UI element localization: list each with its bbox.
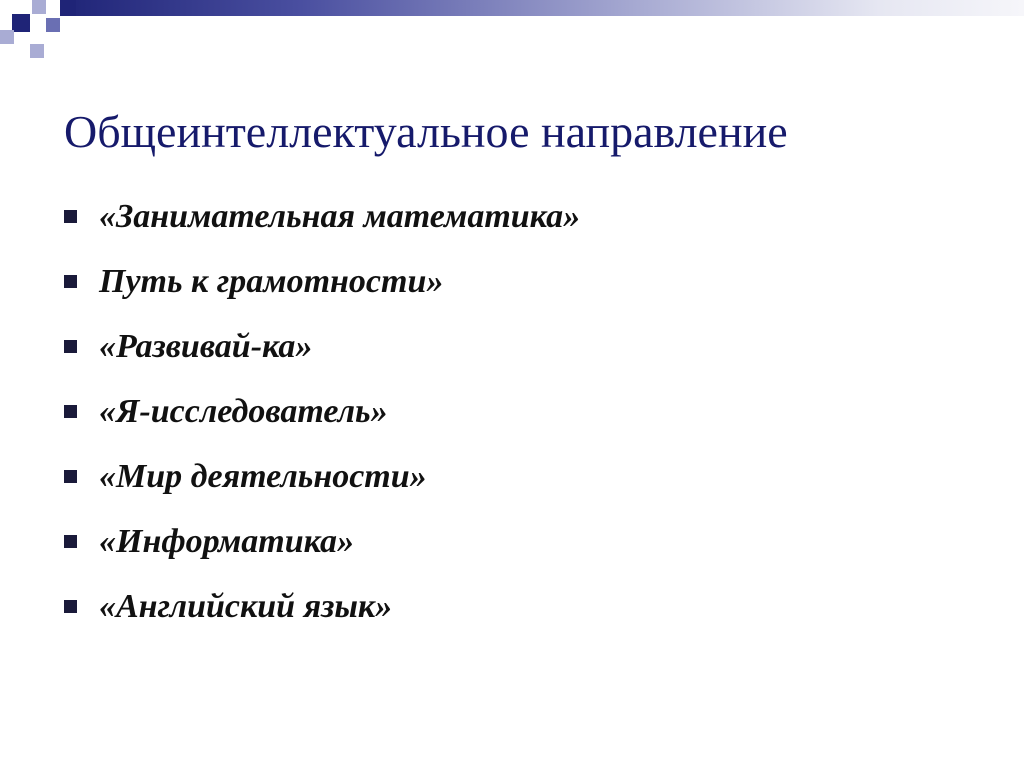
square-bullet-icon (64, 600, 77, 613)
square-bullet-icon (64, 275, 77, 288)
list-item-label: «Развивай-ка» (99, 327, 313, 365)
list-item-label: «Английский язык» (99, 587, 393, 625)
square-bullet-icon (64, 535, 77, 548)
list-item (64, 444, 1004, 509)
square-bullet-icon (64, 210, 77, 223)
list-item (64, 574, 1004, 639)
decorative-square (0, 30, 14, 44)
list-item (64, 509, 1004, 574)
square-bullet-icon (64, 340, 77, 353)
decorative-square (30, 44, 44, 58)
list-item (64, 379, 1004, 444)
list-item-label: «Занимательная математика» (99, 197, 581, 235)
header-gradient-band (60, 0, 1024, 16)
decorative-square (32, 0, 46, 14)
list-item-label: Путь к грамотности» (99, 262, 444, 300)
square-bullet-icon (64, 405, 77, 418)
decorative-square (46, 18, 60, 32)
list-item (64, 314, 1004, 379)
list-item-label: «Я-исследователь» (99, 392, 388, 430)
square-bullet-icon (64, 470, 77, 483)
slide-title: Общеинтеллектуальное направление (64, 106, 788, 157)
decorative-square (60, 0, 76, 16)
bullet-list (64, 184, 1004, 639)
list-item-label: «Информатика» (99, 522, 354, 560)
list-item (64, 249, 1004, 314)
decorative-square (12, 14, 30, 32)
list-item-label: «Мир деятельности» (99, 457, 427, 495)
list-item (64, 184, 1004, 249)
